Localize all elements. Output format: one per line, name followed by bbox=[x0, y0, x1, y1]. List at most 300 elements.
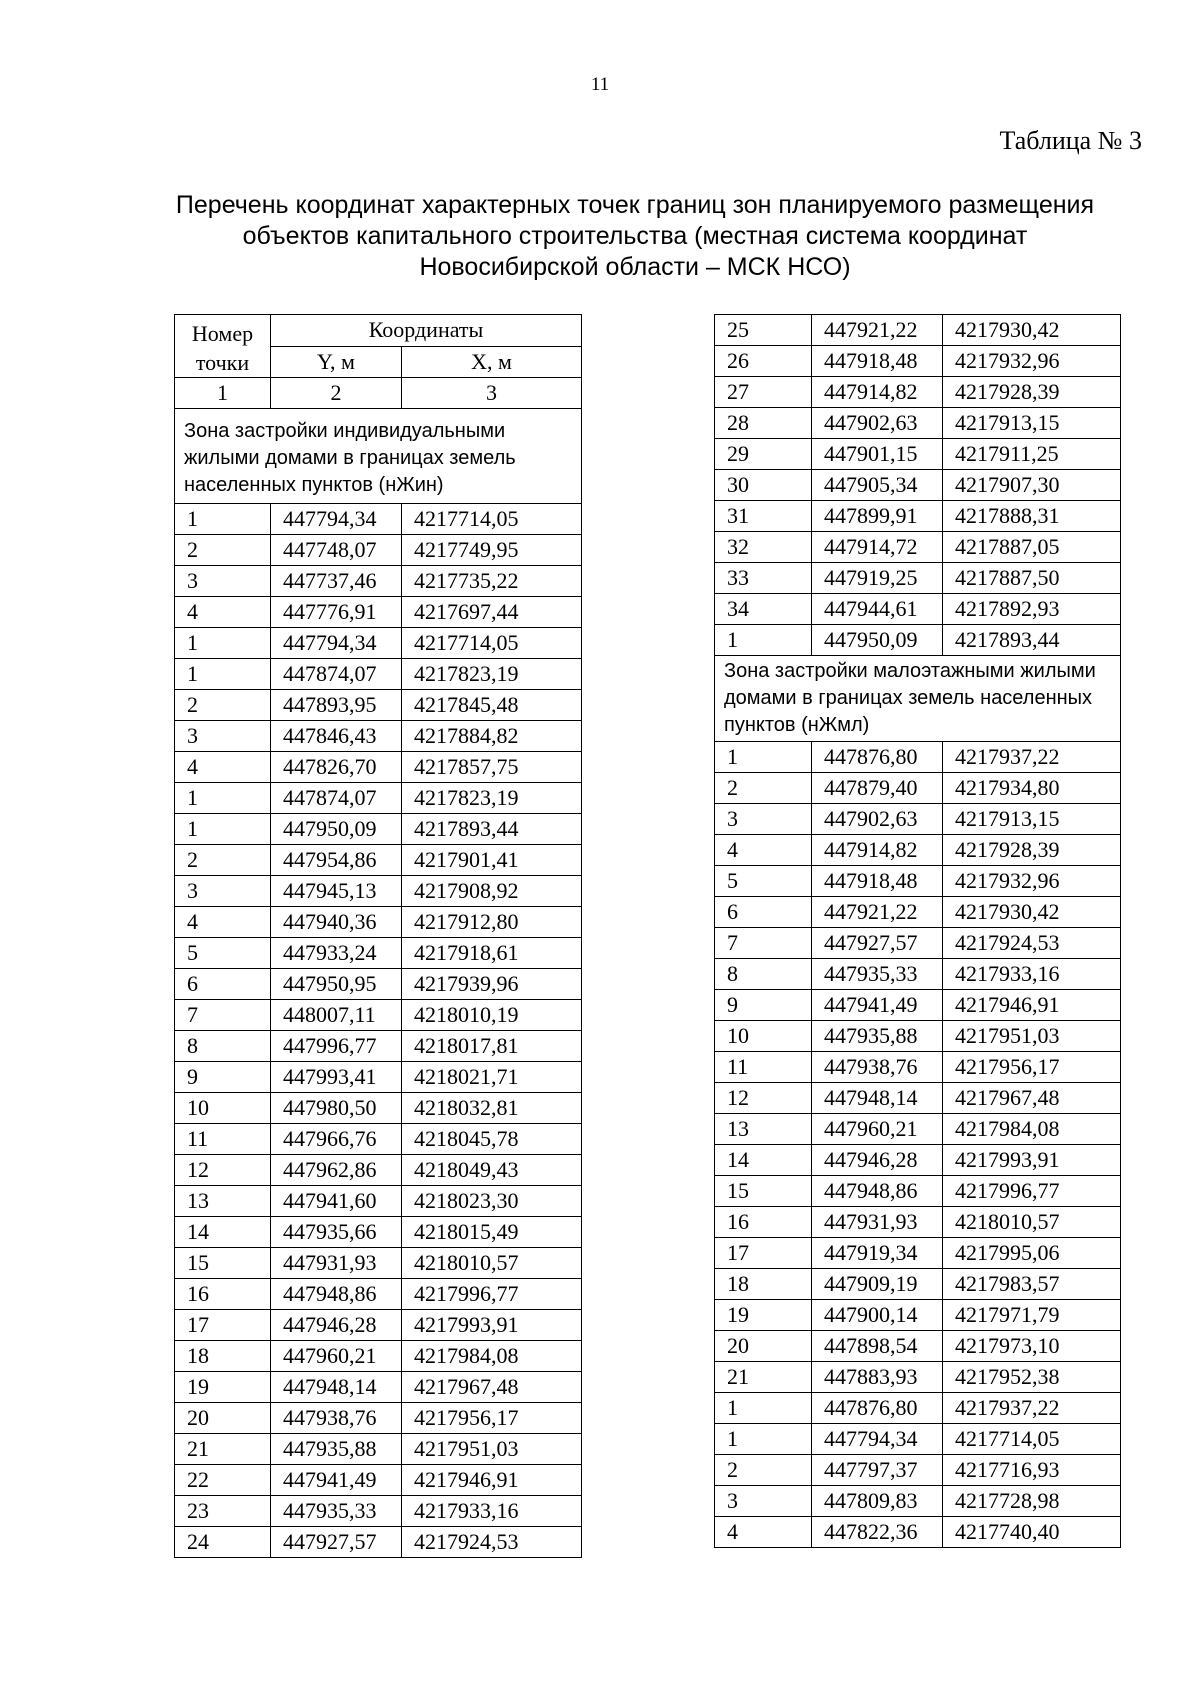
y-coordinate-cell: 447950,09 bbox=[271, 814, 402, 845]
y-coordinate-cell: 447954,86 bbox=[271, 845, 402, 876]
point-number-cell: 21 bbox=[175, 1434, 271, 1465]
x-coordinate-cell: 4217716,93 bbox=[943, 1455, 1121, 1486]
point-number-cell: 10 bbox=[715, 1021, 812, 1052]
y-coordinate-cell: 447921,22 bbox=[812, 897, 943, 928]
x-coordinate-cell: 4217973,10 bbox=[943, 1331, 1121, 1362]
y-coordinate-cell: 447914,82 bbox=[812, 377, 943, 408]
point-number-cell: 9 bbox=[715, 990, 812, 1021]
x-coordinate-cell: 4217984,08 bbox=[402, 1341, 582, 1372]
point-number-cell: 16 bbox=[715, 1207, 812, 1238]
y-coordinate-cell: 447996,77 bbox=[271, 1031, 402, 1062]
table-row bbox=[715, 773, 1121, 804]
x-coordinate-cell: 4218021,71 bbox=[402, 1062, 582, 1093]
x-coordinate-cell: 4217918,61 bbox=[402, 938, 582, 969]
x-coordinate-cell: 4217888,31 bbox=[943, 501, 1121, 532]
y-coordinate-cell: 447948,14 bbox=[271, 1372, 402, 1403]
table-row bbox=[715, 408, 1121, 439]
table-row bbox=[175, 1124, 582, 1155]
x-coordinate-cell: 4217983,57 bbox=[943, 1269, 1121, 1300]
zone-row bbox=[175, 409, 582, 504]
x-coordinate-cell: 4217995,06 bbox=[943, 1238, 1121, 1269]
y-coordinate-cell: 447822,36 bbox=[812, 1517, 943, 1548]
table-row bbox=[175, 1403, 582, 1434]
table-row bbox=[175, 1527, 582, 1558]
y-coordinate-cell: 447948,14 bbox=[812, 1083, 943, 1114]
y-coordinate-cell: 447933,24 bbox=[271, 938, 402, 969]
point-number-cell: 17 bbox=[175, 1310, 271, 1341]
table-row bbox=[715, 315, 1121, 346]
x-coordinate-cell: 4217932,96 bbox=[943, 866, 1121, 897]
point-number-cell: 3 bbox=[175, 721, 271, 752]
point-number-cell: 14 bbox=[715, 1145, 812, 1176]
table-row bbox=[715, 1238, 1121, 1269]
table-row bbox=[175, 1372, 582, 1403]
y-coordinate-cell: 447797,37 bbox=[812, 1455, 943, 1486]
x-coordinate-cell: 4217984,08 bbox=[943, 1114, 1121, 1145]
x-coordinate-cell: 4217946,91 bbox=[943, 990, 1121, 1021]
coordinates-table-right bbox=[714, 314, 1121, 1548]
y-coordinate-cell: 447919,25 bbox=[812, 563, 943, 594]
y-coordinate-cell: 447962,86 bbox=[271, 1155, 402, 1186]
y-coordinate-cell: 447909,19 bbox=[812, 1269, 943, 1300]
x-coordinate-cell: 4217933,16 bbox=[943, 959, 1121, 990]
point-number-cell: 1 bbox=[715, 625, 812, 656]
point-number-cell: 2 bbox=[715, 773, 812, 804]
point-number-cell: 24 bbox=[175, 1527, 271, 1558]
point-number-cell: 1 bbox=[175, 504, 271, 535]
table-row bbox=[715, 1486, 1121, 1517]
x-coordinate-cell: 4217946,91 bbox=[402, 1465, 582, 1496]
x-coordinate-cell: 4217933,16 bbox=[402, 1496, 582, 1527]
y-coordinate-cell: 447737,46 bbox=[271, 566, 402, 597]
x-coordinate-cell: 4217749,95 bbox=[402, 535, 582, 566]
x-coordinate-cell: 4217928,39 bbox=[943, 835, 1121, 866]
point-number-cell: 17 bbox=[715, 1238, 812, 1269]
y-coordinate-cell: 447809,83 bbox=[812, 1486, 943, 1517]
table-row bbox=[175, 969, 582, 1000]
x-coordinate-cell: 4217939,96 bbox=[402, 969, 582, 1000]
point-number-cell: 22 bbox=[175, 1465, 271, 1496]
table-row bbox=[175, 535, 582, 566]
y-coordinate-cell: 447918,48 bbox=[812, 866, 943, 897]
x-coordinate-cell: 4217967,48 bbox=[943, 1083, 1121, 1114]
y-coordinate-cell: 447876,80 bbox=[812, 742, 943, 773]
y-coordinate-cell: 447918,48 bbox=[812, 346, 943, 377]
y-coordinate-cell: 447794,34 bbox=[271, 504, 402, 535]
x-coordinate-cell: 4217993,91 bbox=[402, 1310, 582, 1341]
column-index: 1 bbox=[175, 378, 271, 409]
x-coordinate-cell: 4217924,53 bbox=[943, 928, 1121, 959]
title-line: Перечень координат характерных точек границ зон планируемого размещения bbox=[175, 191, 1095, 219]
x-coordinate-cell: 4217740,40 bbox=[943, 1517, 1121, 1548]
table-row bbox=[175, 1217, 582, 1248]
x-coordinate-cell: 4217857,75 bbox=[402, 752, 582, 783]
table-row bbox=[715, 1424, 1121, 1455]
y-coordinate-cell: 447927,57 bbox=[812, 928, 943, 959]
point-number-cell: 1 bbox=[175, 659, 271, 690]
table-row bbox=[715, 1021, 1121, 1052]
y-coordinate-cell: 447948,86 bbox=[812, 1176, 943, 1207]
table-row bbox=[175, 1248, 582, 1279]
x-coordinate-cell: 4217913,15 bbox=[943, 408, 1121, 439]
x-coordinate-cell: 4217887,50 bbox=[943, 563, 1121, 594]
zone-row bbox=[715, 656, 1121, 742]
point-number-header: Номер точки bbox=[175, 315, 271, 378]
y-coordinate-cell: 447874,07 bbox=[271, 659, 402, 690]
table-row bbox=[715, 1393, 1121, 1424]
table-row bbox=[175, 845, 582, 876]
y-coordinate-cell: 447950,09 bbox=[812, 625, 943, 656]
point-number-cell: 12 bbox=[715, 1083, 812, 1114]
point-number-cell: 1 bbox=[715, 742, 812, 773]
point-number-cell: 27 bbox=[715, 377, 812, 408]
zone-title: Зона застройки индивидуальными жилыми домами в границах земель населенных пунктов (нЖин) bbox=[175, 409, 582, 504]
x-coordinate-cell: 4217956,17 bbox=[402, 1403, 582, 1434]
table-row bbox=[715, 959, 1121, 990]
point-number-cell: 14 bbox=[175, 1217, 271, 1248]
x-coordinate-cell: 4217937,22 bbox=[943, 1393, 1121, 1424]
y-column-header: Y, м bbox=[271, 346, 402, 378]
point-number-cell: 2 bbox=[175, 845, 271, 876]
table-row bbox=[715, 1114, 1121, 1145]
table-row bbox=[715, 1331, 1121, 1362]
point-number-cell: 11 bbox=[715, 1052, 812, 1083]
table-row bbox=[715, 1455, 1121, 1486]
y-coordinate-cell: 447950,95 bbox=[271, 969, 402, 1000]
y-coordinate-cell: 447935,33 bbox=[271, 1496, 402, 1527]
title-line: Новосибирской области – МСК НСО) bbox=[419, 253, 851, 281]
point-number-cell: 2 bbox=[175, 535, 271, 566]
point-number-cell: 3 bbox=[175, 566, 271, 597]
y-coordinate-cell: 447898,54 bbox=[812, 1331, 943, 1362]
x-coordinate-cell: 4218049,43 bbox=[402, 1155, 582, 1186]
x-coordinate-cell: 4217930,42 bbox=[943, 315, 1121, 346]
table-row bbox=[715, 1083, 1121, 1114]
column-index-row bbox=[175, 378, 582, 409]
point-number-cell: 30 bbox=[715, 470, 812, 501]
y-coordinate-cell: 447879,40 bbox=[812, 773, 943, 804]
x-coordinate-cell: 4217924,53 bbox=[402, 1527, 582, 1558]
x-coordinate-cell: 4217901,41 bbox=[402, 845, 582, 876]
table-row bbox=[175, 752, 582, 783]
point-number-cell: 4 bbox=[715, 835, 812, 866]
y-coordinate-cell: 447794,34 bbox=[271, 628, 402, 659]
point-number-cell: 8 bbox=[715, 959, 812, 990]
x-coordinate-cell: 4217971,79 bbox=[943, 1300, 1121, 1331]
y-coordinate-cell: 447893,95 bbox=[271, 690, 402, 721]
x-coordinate-cell: 4218032,81 bbox=[402, 1093, 582, 1124]
table-row bbox=[175, 597, 582, 628]
table-row bbox=[715, 346, 1121, 377]
table-row bbox=[175, 690, 582, 721]
point-number-cell: 7 bbox=[175, 1000, 271, 1031]
table-row bbox=[715, 866, 1121, 897]
x-coordinate-cell: 4217996,77 bbox=[402, 1279, 582, 1310]
y-coordinate-cell: 447914,72 bbox=[812, 532, 943, 563]
x-coordinate-cell: 4218045,78 bbox=[402, 1124, 582, 1155]
y-coordinate-cell: 447902,63 bbox=[812, 408, 943, 439]
table-row bbox=[175, 659, 582, 690]
point-number-cell: 18 bbox=[175, 1341, 271, 1372]
x-coordinate-cell: 4218023,30 bbox=[402, 1186, 582, 1217]
y-coordinate-cell: 447900,14 bbox=[812, 1300, 943, 1331]
point-number-cell: 10 bbox=[175, 1093, 271, 1124]
title-line: объектов капитального строительства (местная система координат bbox=[242, 222, 1028, 250]
page-number: 11 bbox=[590, 74, 610, 95]
table-row bbox=[715, 804, 1121, 835]
y-coordinate-cell: 447914,82 bbox=[812, 835, 943, 866]
x-coordinate-cell: 4218010,57 bbox=[943, 1207, 1121, 1238]
table-row bbox=[715, 990, 1121, 1021]
y-coordinate-cell: 447993,41 bbox=[271, 1062, 402, 1093]
y-coordinate-cell: 448007,11 bbox=[271, 1000, 402, 1031]
table-row bbox=[175, 938, 582, 969]
table-row bbox=[715, 594, 1121, 625]
x-coordinate-cell: 4217934,80 bbox=[943, 773, 1121, 804]
point-number-cell: 12 bbox=[175, 1155, 271, 1186]
y-coordinate-cell: 447941,49 bbox=[271, 1465, 402, 1496]
header-row bbox=[175, 315, 582, 347]
x-coordinate-cell: 4217930,42 bbox=[943, 897, 1121, 928]
x-coordinate-cell: 4217823,19 bbox=[402, 783, 582, 814]
y-coordinate-cell: 447946,28 bbox=[812, 1145, 943, 1176]
table-row bbox=[715, 1145, 1121, 1176]
point-number-cell: 11 bbox=[175, 1124, 271, 1155]
point-number-cell: 15 bbox=[715, 1176, 812, 1207]
y-coordinate-cell: 447899,91 bbox=[812, 501, 943, 532]
x-coordinate-cell: 4217714,05 bbox=[402, 504, 582, 535]
point-number-cell: 25 bbox=[715, 315, 812, 346]
y-coordinate-cell: 447938,76 bbox=[271, 1403, 402, 1434]
table-row bbox=[175, 876, 582, 907]
table-row bbox=[175, 1000, 582, 1031]
y-coordinate-cell: 447919,34 bbox=[812, 1238, 943, 1269]
y-coordinate-cell: 447826,70 bbox=[271, 752, 402, 783]
point-number-cell: 4 bbox=[175, 597, 271, 628]
table-row bbox=[715, 835, 1121, 866]
table-row bbox=[715, 742, 1121, 773]
y-coordinate-cell: 447941,60 bbox=[271, 1186, 402, 1217]
point-number-cell: 3 bbox=[715, 1486, 812, 1517]
x-coordinate-cell: 4217884,82 bbox=[402, 721, 582, 752]
column-index: 3 bbox=[402, 378, 582, 409]
x-coordinate-cell: 4217892,93 bbox=[943, 594, 1121, 625]
table-row bbox=[715, 377, 1121, 408]
table-row bbox=[175, 783, 582, 814]
point-number-cell: 23 bbox=[175, 1496, 271, 1527]
y-coordinate-cell: 447901,15 bbox=[812, 439, 943, 470]
point-number-cell: 2 bbox=[715, 1455, 812, 1486]
x-coordinate-cell: 4217928,39 bbox=[943, 377, 1121, 408]
x-coordinate-cell: 4217993,91 bbox=[943, 1145, 1121, 1176]
y-coordinate-cell: 447902,63 bbox=[812, 804, 943, 835]
table-row bbox=[175, 1465, 582, 1496]
point-number-cell: 20 bbox=[715, 1331, 812, 1362]
table-row bbox=[175, 1031, 582, 1062]
point-number-cell: 2 bbox=[175, 690, 271, 721]
point-number-cell: 19 bbox=[175, 1372, 271, 1403]
x-coordinate-cell: 4217996,77 bbox=[943, 1176, 1121, 1207]
document-title bbox=[140, 190, 1130, 283]
table-row bbox=[715, 1207, 1121, 1238]
point-number-cell: 19 bbox=[715, 1300, 812, 1331]
point-number-cell: 20 bbox=[175, 1403, 271, 1434]
table-row bbox=[715, 470, 1121, 501]
x-coordinate-cell: 4217951,03 bbox=[943, 1021, 1121, 1052]
x-coordinate-cell: 4217913,15 bbox=[943, 804, 1121, 835]
table-row bbox=[715, 625, 1121, 656]
table-row bbox=[175, 504, 582, 535]
point-number-cell: 18 bbox=[715, 1269, 812, 1300]
x-coordinate-cell: 4217907,30 bbox=[943, 470, 1121, 501]
y-coordinate-cell: 447748,07 bbox=[271, 535, 402, 566]
table-row bbox=[175, 1279, 582, 1310]
x-coordinate-cell: 4218010,57 bbox=[402, 1248, 582, 1279]
point-number-cell: 21 bbox=[715, 1362, 812, 1393]
point-number-cell: 31 bbox=[715, 501, 812, 532]
coordinates-table-left bbox=[174, 314, 582, 1558]
y-coordinate-cell: 447935,66 bbox=[271, 1217, 402, 1248]
x-coordinate-cell: 4217893,44 bbox=[943, 625, 1121, 656]
point-number-cell: 1 bbox=[175, 814, 271, 845]
x-coordinate-cell: 4217823,19 bbox=[402, 659, 582, 690]
point-number-cell: 7 bbox=[715, 928, 812, 959]
y-coordinate-cell: 447938,76 bbox=[812, 1052, 943, 1083]
x-coordinate-cell: 4217714,05 bbox=[402, 628, 582, 659]
y-coordinate-cell: 447794,34 bbox=[812, 1424, 943, 1455]
table-row bbox=[715, 1052, 1121, 1083]
column-index: 2 bbox=[271, 378, 402, 409]
table-row bbox=[715, 1176, 1121, 1207]
x-coordinate-cell: 4217735,22 bbox=[402, 566, 582, 597]
x-coordinate-cell: 4217893,44 bbox=[402, 814, 582, 845]
point-number-cell: 5 bbox=[715, 866, 812, 897]
x-coordinate-cell: 4217951,03 bbox=[402, 1434, 582, 1465]
x-coordinate-cell: 4217967,48 bbox=[402, 1372, 582, 1403]
point-number-cell: 33 bbox=[715, 563, 812, 594]
x-coordinate-cell: 4217714,05 bbox=[943, 1424, 1121, 1455]
x-coordinate-cell: 4218017,81 bbox=[402, 1031, 582, 1062]
x-coordinate-cell: 4217887,05 bbox=[943, 532, 1121, 563]
zone-title: Зона застройки малоэтажными жилыми домами в границах земель населенных пунктов (нЖмл) bbox=[715, 656, 1121, 742]
table-row bbox=[175, 1341, 582, 1372]
y-coordinate-cell: 447966,76 bbox=[271, 1124, 402, 1155]
table-row bbox=[715, 501, 1121, 532]
x-coordinate-cell: 4218015,49 bbox=[402, 1217, 582, 1248]
table-row bbox=[715, 1362, 1121, 1393]
point-number-cell: 15 bbox=[175, 1248, 271, 1279]
table-row bbox=[715, 897, 1121, 928]
point-number-cell: 26 bbox=[715, 346, 812, 377]
y-coordinate-cell: 447935,33 bbox=[812, 959, 943, 990]
point-number-cell: 4 bbox=[175, 752, 271, 783]
y-coordinate-cell: 447927,57 bbox=[271, 1527, 402, 1558]
x-column-header: X, м bbox=[402, 346, 582, 378]
x-coordinate-cell: 4217697,44 bbox=[402, 597, 582, 628]
table-row bbox=[175, 721, 582, 752]
table-row bbox=[175, 1155, 582, 1186]
x-coordinate-cell: 4217908,92 bbox=[402, 876, 582, 907]
table-row bbox=[175, 1310, 582, 1341]
y-coordinate-cell: 447941,49 bbox=[812, 990, 943, 1021]
x-coordinate-cell: 4217956,17 bbox=[943, 1052, 1121, 1083]
x-coordinate-cell: 4217912,80 bbox=[402, 907, 582, 938]
y-coordinate-cell: 447935,88 bbox=[812, 1021, 943, 1052]
point-number-cell: 13 bbox=[175, 1186, 271, 1217]
y-coordinate-cell: 447876,80 bbox=[812, 1393, 943, 1424]
table-row bbox=[715, 928, 1121, 959]
y-coordinate-cell: 447874,07 bbox=[271, 783, 402, 814]
y-coordinate-cell: 447960,21 bbox=[271, 1341, 402, 1372]
table-row bbox=[175, 1062, 582, 1093]
table-row bbox=[715, 1300, 1121, 1331]
point-number-cell: 28 bbox=[715, 408, 812, 439]
point-number-cell: 13 bbox=[715, 1114, 812, 1145]
point-number-cell: 34 bbox=[715, 594, 812, 625]
point-number-cell: 32 bbox=[715, 532, 812, 563]
y-coordinate-cell: 447921,22 bbox=[812, 315, 943, 346]
table-row bbox=[715, 1517, 1121, 1548]
table-row bbox=[175, 628, 582, 659]
table-row bbox=[175, 1496, 582, 1527]
table-row bbox=[175, 1093, 582, 1124]
y-coordinate-cell: 447846,43 bbox=[271, 721, 402, 752]
x-coordinate-cell: 4217937,22 bbox=[943, 742, 1121, 773]
x-coordinate-cell: 4217952,38 bbox=[943, 1362, 1121, 1393]
x-coordinate-cell: 4217932,96 bbox=[943, 346, 1121, 377]
y-coordinate-cell: 447931,93 bbox=[271, 1248, 402, 1279]
point-number-cell: 4 bbox=[175, 907, 271, 938]
point-number-cell: 3 bbox=[715, 804, 812, 835]
table-label: Таблица № 3 bbox=[999, 126, 1142, 155]
table-row bbox=[175, 907, 582, 938]
point-number-cell: 29 bbox=[715, 439, 812, 470]
point-number-cell: 16 bbox=[175, 1279, 271, 1310]
point-number-cell: 4 bbox=[715, 1517, 812, 1548]
y-coordinate-cell: 447980,50 bbox=[271, 1093, 402, 1124]
point-number-cell: 6 bbox=[715, 897, 812, 928]
y-coordinate-cell: 447776,91 bbox=[271, 597, 402, 628]
x-coordinate-cell: 4217911,25 bbox=[943, 439, 1121, 470]
coordinates-header: Координаты bbox=[271, 315, 582, 347]
point-number-cell: 6 bbox=[175, 969, 271, 1000]
y-coordinate-cell: 447905,34 bbox=[812, 470, 943, 501]
y-coordinate-cell: 447935,88 bbox=[271, 1434, 402, 1465]
table-row bbox=[175, 566, 582, 597]
y-coordinate-cell: 447931,93 bbox=[812, 1207, 943, 1238]
table-row bbox=[175, 814, 582, 845]
y-coordinate-cell: 447883,93 bbox=[812, 1362, 943, 1393]
y-coordinate-cell: 447940,36 bbox=[271, 907, 402, 938]
point-number-cell: 1 bbox=[175, 783, 271, 814]
y-coordinate-cell: 447948,86 bbox=[271, 1279, 402, 1310]
point-number-cell: 8 bbox=[175, 1031, 271, 1062]
table-row bbox=[715, 563, 1121, 594]
y-coordinate-cell: 447944,61 bbox=[812, 594, 943, 625]
table-row bbox=[715, 532, 1121, 563]
table-row bbox=[175, 1186, 582, 1217]
y-coordinate-cell: 447946,28 bbox=[271, 1310, 402, 1341]
y-coordinate-cell: 447945,13 bbox=[271, 876, 402, 907]
point-number-cell: 1 bbox=[715, 1424, 812, 1455]
point-number-cell: 1 bbox=[175, 628, 271, 659]
x-coordinate-cell: 4218010,19 bbox=[402, 1000, 582, 1031]
table-row bbox=[715, 1269, 1121, 1300]
point-number-cell: 9 bbox=[175, 1062, 271, 1093]
x-coordinate-cell: 4217845,48 bbox=[402, 690, 582, 721]
point-number-cell: 5 bbox=[175, 938, 271, 969]
table-row bbox=[175, 1434, 582, 1465]
